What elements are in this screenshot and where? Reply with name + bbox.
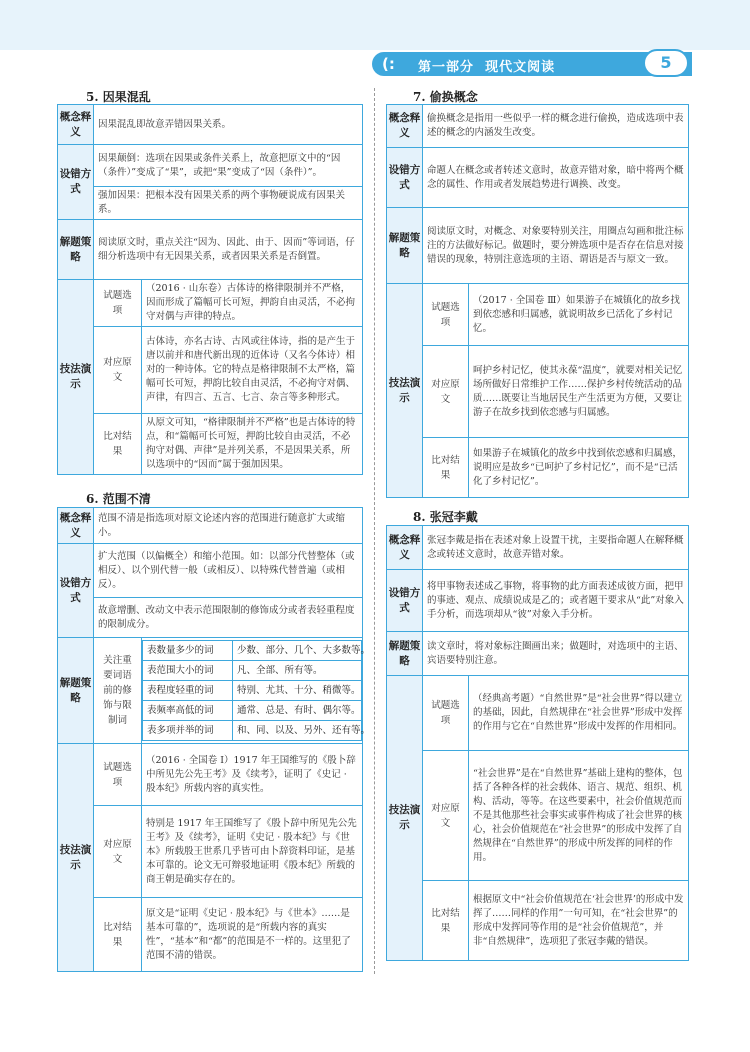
question-text: （2016 · 山东卷）古体诗的格律限制并不严格，因而形成了篇幅可长可短，押韵自由灵活，不必拘守对偶与声律的特点。	[142, 280, 363, 327]
method-text: 扩大范围（以偏概全）和缩小范围。如：以部分代替整体（或相反）、以个别代替一般（或相反）、以特殊代替普遍（或相反）。	[94, 544, 363, 598]
sub-label: 比对结果	[94, 414, 142, 475]
question-text: （2016 · 全国卷 Ⅰ）1917 年王国维写的《殷卜辞中所见先公先王考》及《续考》，证明了《史记 · 殷本纪》所载内容的真实性。	[142, 744, 363, 806]
row-label: 设错方式	[58, 544, 94, 638]
concept-text: 范围不清是指选项对原文论述内容的范围进行随意扩大或缩小。	[94, 508, 363, 544]
sub-label: 试题选项	[423, 676, 469, 751]
row-label: 概念释义	[387, 105, 423, 148]
row-label: 概念释义	[58, 508, 94, 544]
strategy-text: 阅读原文时，对概念、对象要特别关注，用圈点勾画和批注标注的方法做好标记。做题时，要分辨选项中是否存在信息对接错误的现象，特别注意选项的主语、谓语是否与原文一致。	[423, 208, 689, 284]
concept-text: 偷换概念是指用一些似乎一样的概念进行偷换，造成选项中表述的概念的内涵发生改变。	[423, 105, 689, 148]
question-text: （经典高考题）“自然世界”是“社会世界”得以建立的基础，因此，自然规律在“社会世界”形成中发挥的作用与它在“自然世界”形成中发挥的作用相同。	[469, 676, 689, 751]
row-label: 技法演示	[58, 744, 94, 972]
sub-label: 对应原文	[423, 751, 469, 881]
row-label: 设错方式	[58, 145, 94, 220]
strategy-text: 读文章时，将对象标注圈画出来；做题时，对选项中的主语、宾语要特别注意。	[423, 632, 689, 676]
result-text: 从原文可知，“格律限制并不严格”也是古体诗的特点，和“篇幅可长可短，押韵比较自由灵活，不必拘守对偶、声律”是并列关系，不是因果关系，所以选项中的“因而”属于强加因果。	[142, 414, 363, 475]
page-number-badge	[643, 49, 689, 77]
bookmark-icon: (:	[382, 55, 395, 73]
concept-text: 张冠李戴是指在表述对象上设置干扰，主要指命题人在解释概念或转述文意时，故意弄错对象。	[423, 526, 689, 570]
header-section: 现代文阅读	[485, 60, 556, 75]
result-text: 原文是“证明《史记 · 殷本纪》与《世本》……是基本可靠的”，选项说的是“所载内容的真实性”，“基本”和“都”的范围是不一样的。这里犯了范围不清的错误。	[142, 898, 363, 972]
method-text: 命题人在概念或者转述文意时，故意弄错对象，暗中将两个概念的属性、作用或者发展趋势进行调换、改变。	[423, 148, 689, 208]
sub-label: 试题选项	[94, 744, 142, 806]
row-label: 设错方式	[387, 148, 423, 208]
source-text: “社会世界”是在“自然世界”基础上建构的整体，包括了各种各样的社会载体、语言、规范、组织、机构、活动，等等。在这些要素中，社会价值规范而不是其他那些社会事实或事件构成了社会世界的核心，社会价值规范在“社会世界”的形成中发挥了自然规律在“自然世界”的形成中所发挥的同样的作用。	[469, 751, 689, 881]
word-examples: 和、同、以及、另外、还有等。	[233, 721, 362, 741]
word-category: 表数量多少的词	[143, 641, 233, 661]
row-label: 概念释义	[387, 526, 423, 570]
word-category: 表范围大小的词	[143, 661, 233, 681]
method-text: 将甲事物表述成乙事物，将事物的此方面表述成彼方面，把甲的事迹、观点、成绩说成是乙的；或者题干要求从“此”对象入手分析，而选项却从“彼”对象入手分析。	[423, 570, 689, 632]
row-label: 解题策略	[58, 220, 94, 280]
section-title: 8. 张冠李戴	[413, 510, 478, 524]
method-text: 强加因果：把根本没有因果关系的两个事物硬说成有因果关系。	[94, 187, 363, 220]
word-examples: 少数、部分、几个、大多数等。	[233, 641, 362, 661]
sub-label: 关注重要词语前的修饰与限制词	[94, 638, 142, 744]
word-category: 表多项并举的词	[143, 721, 233, 741]
modifier-word-table	[142, 640, 371, 741]
strategy-text: 阅读原文时，重点关注“因为、因此、由于、因而”等词语，仔细分析选项中有无因果关系，或者因果关系是否倒置。	[94, 220, 363, 280]
word-examples: 通常、总是、有时、偶尔等。	[233, 701, 362, 721]
section-table-5	[57, 104, 363, 475]
sub-label: 试题选项	[423, 284, 469, 346]
word-category: 表频率高低的词	[143, 701, 233, 721]
word-examples: 凡、全部、所有等。	[233, 661, 362, 681]
word-row	[143, 681, 362, 701]
sub-label: 对应原文	[94, 327, 142, 414]
word-row	[143, 661, 362, 681]
word-row	[143, 721, 362, 741]
section-table-8	[386, 525, 689, 961]
sub-label: 对应原文	[423, 346, 469, 438]
section-title: 5. 因果混乱	[86, 90, 151, 104]
source-text: 呵护乡村记忆，使其永葆“温度”，就要对相关记忆场所做好日常维护工作……保护乡村传统活动的品质……既要让当地居民生产生活更为方便，又要让游子在故乡找到依恋感与归属感。	[469, 346, 689, 438]
sub-label: 对应原文	[94, 806, 142, 898]
word-examples: 特别、尤其、十分、稍微等。	[233, 681, 362, 701]
header-part: 第一部分	[418, 60, 475, 75]
section-table-7	[386, 104, 689, 498]
row-label: 概念释义	[58, 105, 94, 145]
sub-label: 试题选项	[94, 280, 142, 327]
method-text: 故意增删、改动文中表示范围限制的修饰成分或者表轻重程度的限制成分。	[94, 598, 363, 638]
concept-text: 因果混乱即故意弄错因果关系。	[94, 105, 363, 145]
question-text: （2017 · 全国卷 Ⅲ）如果游子在城镇化的故乡找到依恋感和归属感，就说明故乡已活化了乡村记忆。	[469, 284, 689, 346]
column-divider	[374, 88, 375, 974]
running-header	[418, 56, 555, 75]
row-label: 解题策略	[387, 632, 423, 676]
sub-label: 比对结果	[423, 438, 469, 498]
source-text: 特别是 1917 年王国维写了《殷卜辞中所见先公先王考》及《续考》，证明《史记 · 殷本纪》与《世本》所载殷王世系几乎皆可由卜辞资料印证，是基本可靠的。论文无可辩驳地证明《殷本纪》所载的商王朝是确实存在的。	[142, 806, 363, 898]
row-label: 技法演示	[58, 280, 94, 475]
word-category: 表程度轻重的词	[143, 681, 233, 701]
row-label: 设错方式	[387, 570, 423, 632]
row-label: 技法演示	[387, 676, 423, 961]
word-row	[143, 641, 362, 661]
result-text: 如果游子在城镇化的故乡中找到依恋感和归属感，说明应是故乡“已呵护了乡村记忆”，而不是“已活化了乡村记忆”。	[469, 438, 689, 498]
source-text: 古体诗，亦名古诗、古风或往体诗，指的是产生于唐以前并和唐代新出现的近体诗（又名今体诗）相对的一种诗体。它的特点是格律限制不太严格，篇幅可长可短，押韵比较自由灵活，不必拘守对偶、声律，有四言、五言、七言、杂言等多种形式。	[142, 327, 363, 414]
section-title: 7. 偷换概念	[413, 90, 478, 104]
sub-label: 比对结果	[94, 898, 142, 972]
page-number: 5	[660, 53, 672, 72]
row-label: 解题策略	[58, 638, 94, 744]
row-label: 解题策略	[387, 208, 423, 284]
sub-label: 比对结果	[423, 881, 469, 961]
top-band	[0, 0, 750, 50]
result-text: 根据原文中“社会价值规范在‘社会世界’的形成中发挥了……同样的作用”一句可知，在“社会世界”的形成中发挥同等作用的是“社会价值规范”，并非“自然规律”，选项犯了张冠李戴的错误。	[469, 881, 689, 961]
word-table-cell	[142, 638, 371, 744]
section-table-6	[57, 507, 371, 972]
method-text: 因果颠倒：选项在因果或条件关系上，故意把原文中的“因（条件）”变成了“果”，或把“果”变成了“因（条件）”。	[94, 145, 363, 187]
row-label: 技法演示	[387, 284, 423, 498]
section-title: 6. 范围不清	[86, 492, 151, 506]
word-row	[143, 701, 362, 721]
